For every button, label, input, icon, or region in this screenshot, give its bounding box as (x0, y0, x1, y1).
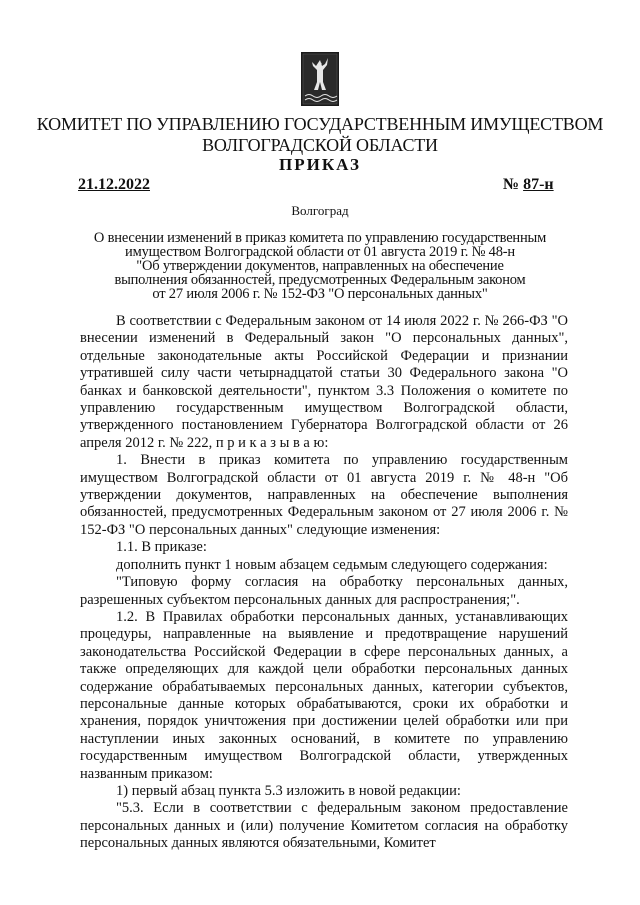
subject-line: от 27 июля 2006 г. № 152-ФЗ "О персональных данных" (152, 286, 488, 302)
body-paragraph: дополнить пункт 1 новым абзацем седьмым следующего содержания: (116, 556, 548, 573)
number-value: 87-н (523, 176, 554, 193)
subject-line: О внесении изменений в приказ комитета по управлению государственным (93, 230, 547, 246)
document-date: 21.12.2022 (78, 176, 150, 193)
document-body (80, 313, 568, 853)
org-line-1: КОМИТЕТ ПО УПРАВЛЕНИЮ ГОСУДАРСТВЕННЫМ ИМУЩЕСТВОМ (36, 114, 604, 134)
document-number (503, 176, 554, 194)
document-type: ПРИКАЗ (279, 155, 361, 174)
body-paragraph: 1.1. В приказе: (116, 539, 207, 556)
subject-line: "Об утверждении документов, направленных на обеспечение (136, 258, 504, 274)
subject-line: выполнения обязанностей, предусмотренных Федеральным законом (114, 272, 526, 288)
body-paragraph: 1. Внести в приказ комитета по управлению государственным имуществом Волгоградской области от 01 августа 2019 г. № 48-н "Об утверждении документов, направленных на обеспечение выполнения обязанностей, предусмотренных Федеральным законом от 27 июля 2006 г. № 152-ФЗ "О персональных данных" следующие изменения: (80, 452, 568, 538)
org-line-2: ВОЛГОГРАДСКОЙ ОБЛАСТИ (202, 135, 438, 155)
body-paragraph: В соответствии с Федеральным законом от 14 июля 2022 г. № 266-ФЗ "О внесении изменений в Федеральный закон "О персональных данных", отдельные законодательные акты Российской Федерации и признании утратившей силу части четырнадцатой статьи 30 Федерального закона "О банках и банковской деятельности", пунктом 3.3 Положения о комитете по управлению государственным имуществом Волгоградской области, утвержденного постановлением Губернатора Волгоградской области от 26 апреля 2012 г. № 222, п р и к а з ы в а ю: (80, 313, 568, 451)
body-paragraph: 1.2. В Правилах обработки персональных данных, устанавливающих процедуры, направленные на выявление и предотвращение нарушений законодательства Российской Федерации в сфере персональных данных, а также определяющих для каждой цели обработки персональных данных содержание обрабатываемых персональных данных, категории субъектов, персональные данные которых обрабатываются, сроки их обработки и хранения, порядок уничтожения при достижении целей обработки или при наступлении иных законных оснований, в комитете по управлению государственным имуществом Волгоградской области, утвержденных названным приказом: (80, 608, 568, 782)
volgograd-coat-of-arms-icon (301, 52, 339, 106)
subject-line: имуществом Волгоградской области от 01 августа 2019 г. № 48-н (125, 244, 515, 260)
body-paragraph: 1) первый абзац пункта 5.3 изложить в новой редакции: (116, 782, 461, 799)
city: Волгоград (291, 203, 349, 218)
organization-name (0, 114, 640, 156)
body-paragraph: "Типовую форму согласия на обработку персональных данных, разрешенных субъектом персональных данных для распространения;". (80, 574, 568, 608)
document-subject (70, 231, 570, 301)
body-paragraph: "5.3. Если в соответствии с федеральным законом предоставление персональных данных и (или) получение Комитетом согласия на обработку персональных данных являются обязательными, Комитет (80, 800, 568, 852)
number-prefix: № (503, 176, 524, 193)
